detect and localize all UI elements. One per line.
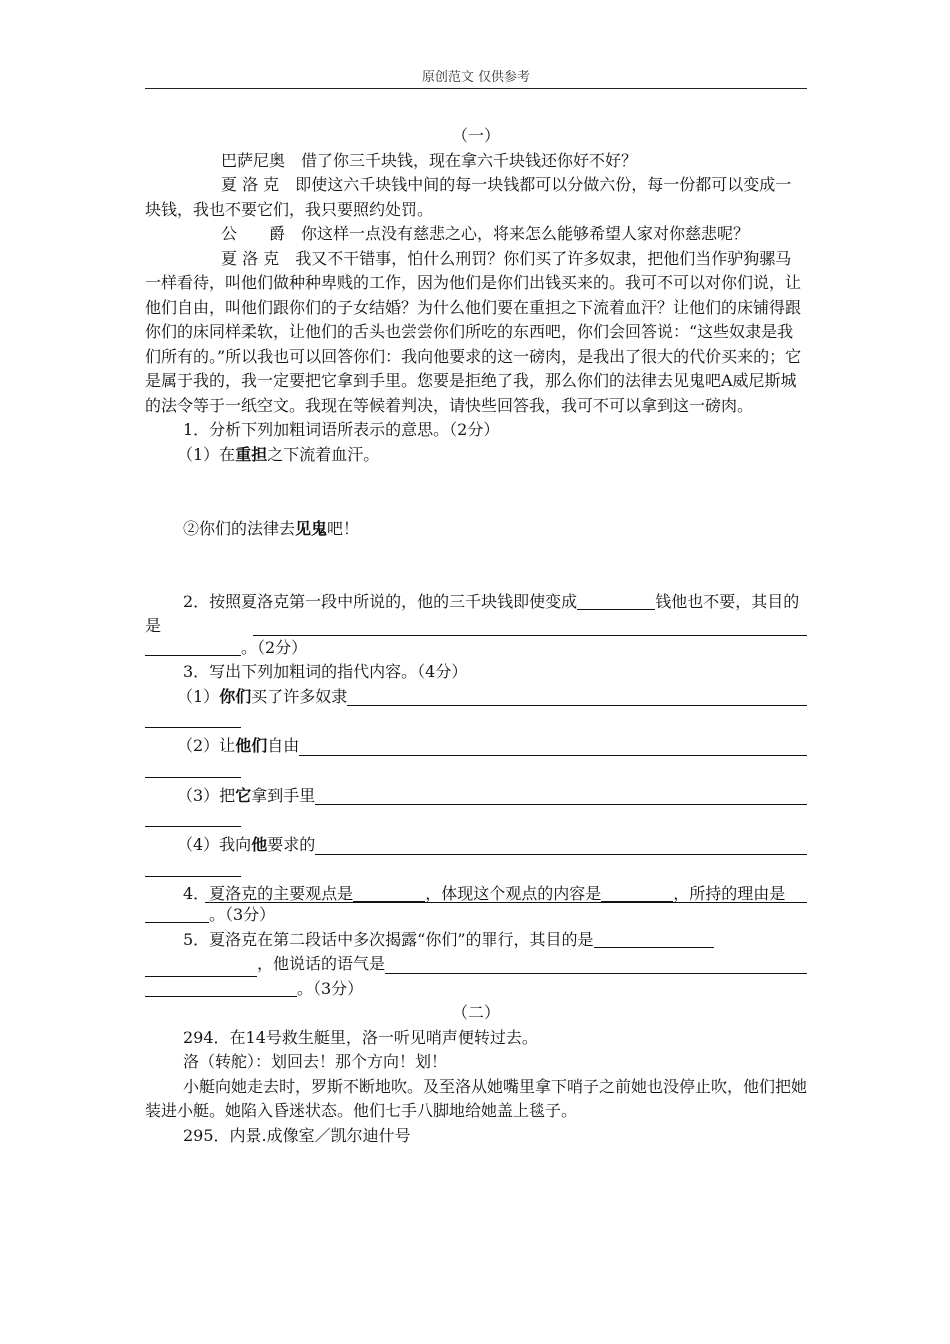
answer-blank-line[interactable] [253, 615, 807, 636]
bold-term: 见鬼 [295, 519, 328, 538]
item-text: （2）让 [177, 736, 236, 755]
question-text: 2．按照夏洛克第一段中所说的，他的三千块钱即使变成 [183, 591, 578, 611]
document-body [145, 124, 807, 1148]
question-text: ，他说话的语气是 [257, 954, 386, 973]
answer-blank-line[interactable] [145, 858, 241, 877]
item-text: 买了许多奴隶 [251, 686, 348, 706]
item-text: （4）我向 [177, 835, 252, 854]
question-text: ，所持的理由是 [673, 883, 786, 903]
question-5-line-2 [145, 952, 807, 977]
item-text: 拿到手里 [251, 785, 316, 805]
question-1-item-1 [145, 443, 807, 468]
bold-term: 他们 [235, 736, 268, 755]
item-text: 自由 [267, 736, 300, 755]
item-text: （1） [177, 686, 220, 706]
answer-blank[interactable] [145, 980, 297, 997]
dialogue-line [145, 149, 807, 174]
question-text: 。（3分） [209, 905, 276, 924]
answer-blank-line[interactable] [145, 709, 241, 728]
question-3-item [145, 833, 807, 858]
page-header [145, 66, 807, 89]
answer-blank[interactable] [145, 906, 209, 923]
section-2-title: （二） [451, 1003, 500, 1022]
speaker-name: 巴萨尼奥 [221, 150, 286, 170]
question-3-item [145, 734, 807, 759]
dialogue-line [145, 222, 807, 247]
answer-blank-line[interactable] [385, 955, 807, 974]
question-2-end [145, 636, 807, 661]
header-text: 原创范文 仅供参考 [421, 70, 531, 85]
answer-blank-line[interactable] [347, 687, 807, 706]
item-text: 吧！ [327, 519, 360, 538]
section-1-title: （一） [451, 126, 500, 145]
answer-blank[interactable] [145, 639, 241, 656]
item-text: ②你们的法律去 [183, 519, 296, 538]
item-text: 要求的 [267, 835, 316, 854]
speaker-name: 公 爵 [221, 224, 286, 243]
answer-blank[interactable] [577, 593, 655, 610]
bold-term: 它 [235, 785, 252, 805]
answer-blank[interactable] [601, 885, 673, 902]
speech-text: 借了你三千块钱，现在拿六千块钱还你好不好？ [301, 150, 638, 170]
question-text: ，体现这个观点的内容是 [425, 883, 602, 903]
answer-blank-line[interactable] [299, 737, 807, 756]
answer-blank[interactable] [353, 885, 425, 902]
answer-blank[interactable] [145, 960, 257, 977]
answer-blank-line[interactable] [145, 808, 241, 827]
speech-text: 你这样一点没有慈悲之心，将来怎么能够希望人家对你慈悲呢？ [301, 224, 750, 243]
item-text: （3）把 [177, 785, 236, 805]
question-text: 4．夏洛克的主要观点是 [183, 883, 354, 903]
script-paragraph: 294．在14号救生艇里，洛一听见哨声便转过去。 [183, 1027, 538, 1047]
question-3-item [145, 784, 807, 809]
question-3-stem: 3．写出下列加粗词的指代内容。（4分） [183, 662, 468, 681]
answer-blank[interactable] [594, 931, 714, 948]
question-4-end [145, 903, 807, 928]
item-text: 之下流着血汗。 [267, 444, 380, 464]
script-paragraph: 洛（转舵）：划回去！那个方向！划！ [183, 1052, 448, 1071]
answer-blank-line[interactable] [315, 786, 807, 805]
dialogue-line [145, 247, 807, 419]
speaker-name: 夏 洛 克 [221, 175, 280, 194]
script-paragraph: 小艇向她走去时，罗斯不断地吹。及至洛从她嘴里拿下哨子之前她也没停止吹，他们把她装进小艇。她陷入昏迷状态。他们七手八脚地给她盖上毯子。 [145, 1076, 808, 1120]
answer-blank-line[interactable] [145, 759, 241, 778]
speaker-name: 夏 洛 克 [221, 248, 280, 268]
speech-text: 即使这六千块钱中间的每一块钱都可以分做六份，每一份都可以变成一块钱，我也不要它们，我只要照约处罚。 [145, 175, 792, 219]
question-text: 钱他也不要，其目的是 [145, 591, 800, 635]
bold-term: 你们 [219, 686, 252, 706]
question-5-end [145, 977, 807, 1002]
question-text: 。（2分） [241, 637, 308, 657]
script-paragraph: 295．内景.成像室／凯尔迪什号 [183, 1125, 411, 1145]
question-1-stem: 1．分析下列加粗词语所表示的意思。（2分） [183, 420, 500, 439]
question-1-item-2 [145, 517, 807, 542]
question-3-item [145, 685, 807, 710]
item-text: （1）在 [177, 444, 236, 464]
answer-blank-line[interactable] [315, 836, 807, 855]
bold-term: 重担 [235, 444, 268, 464]
dialogue-line [145, 173, 807, 222]
question-text: 。（3分） [297, 978, 364, 998]
question-5 [145, 928, 807, 953]
answer-space[interactable] [145, 467, 807, 517]
bold-term: 他 [251, 835, 268, 854]
answer-space[interactable] [145, 542, 807, 590]
speech-text: 我又不干错事，怕什么刑罚？你们买了许多奴隶，把他们当作驴狗骡马一样看待，叫他们做种种卑贱的工作，因为他们是你们出钱买来的。我可不可以对你们说，让他们自由，叫他们跟你们的子女结婚？为什么他们要在重担之下流着血汗？让他们的床铺得跟你们的床同样柔软，让他们的舌头也尝尝你们所吃的东西吧，你们会回答说：“这些奴隶是我们所有的。”所以我也可以回答你们：我向他要求的这一磅肉，是我出了很大的代价买来的；它是属于我的，我一定要把它拿到手里。您要是拒绝了我，那么你们的法律去见鬼吧A威尼斯城的法令等于一纸空文。我现在等候着判决，请快些回答我，我可不可以拿到这一磅肉。 [145, 248, 802, 415]
question-text: 5．夏洛克在第二段话中多次揭露“你们”的罪行，其目的是 [183, 929, 594, 949]
